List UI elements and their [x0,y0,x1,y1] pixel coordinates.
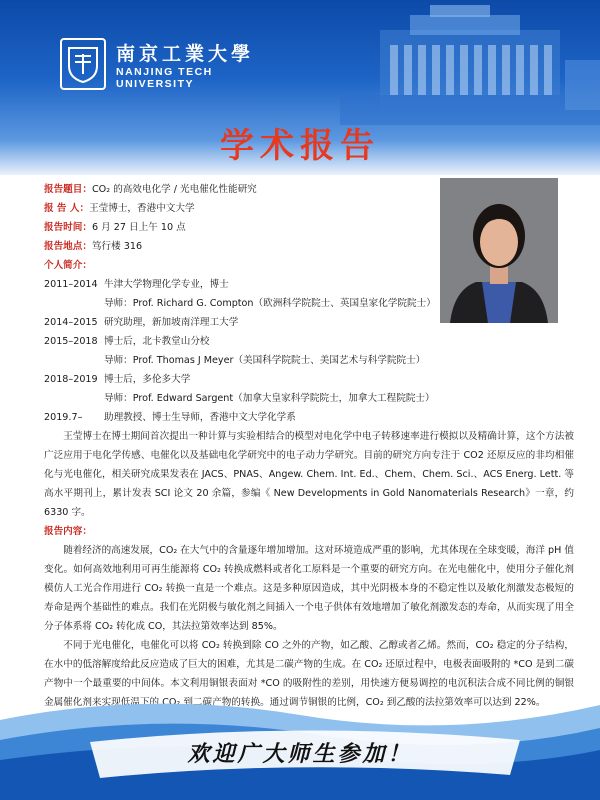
cv-list [44,275,574,427]
time-line [44,218,574,237]
bio-paragraph: 王莹博士在博士期间首次提出一种计算与实验相结合的模型对电化学中电子转移速率进行模拟以及精确计算，这个方法被广泛应用于电化学传感、电催化以及基础电化学研究中的电子动力学研究。目前的研究方向专注于 CO2 还原反应的非均相催化与光电催化，相关研究成果发表在 JACS、PNAS、Angew. Chem. Int. Ed.、Chem、Chem. Sci.、ACS Energ. Lett. 等高水平期刊上，累计发表 SCI 论文 20 余篇，参编《 New Developments in Gold Nanomaterials Research》一章，约 6330 字。 [44,431,574,518]
place-label: 报告地点： [44,241,92,252]
cv-year: 2015–2018 [44,336,98,347]
time-value: 6 月 27 日上午 10 点 [91,222,186,233]
content-heading [44,522,574,541]
cv-year: 2018–2019 [44,374,98,385]
cv-entry [44,332,574,351]
report-content [44,180,574,712]
cv-entry [44,370,574,389]
speaker-line [44,199,574,218]
content-paragraph: 随着经济的高速发展，CO₂ 在大气中的含量逐年增加增加。这对环境造成严重的影响，尤其体现在全球变暖，海洋 pH 值变化。如何高效地利用可再生能源将 CO₂ 转换成燃料或者化工原料是一个重要的研究方向。在光电催化中，使用分子催化剂模仿人工光合作用进行 CO₂ 转换一直是一个难点。这是多种原因造成，其中光阴极本身的不稳定性以及敏化剂激发态极短的寿命是两个基础性的难点。我们在光阴极与敏化剂之间插入一个电子供体有效地增加了敏化剂激发态的寿命，从而实现了用全分子体系将 CO₂ 转化成 CO，其法拉第效率达到 85%。 [44,545,574,632]
university-name-en-1: NANJING TECH [116,65,213,78]
place-value: 笃行楼 316 [91,241,143,252]
cv-text: 博士后，多伦多大学 [104,374,191,385]
speaker-label: 报 告 人： [44,203,90,214]
topic-value: CO₂ 的高效电化学 / 光电催化性能研究 [91,184,257,195]
cv-text: 牛津大学物理化学专业，博士 [104,279,229,290]
cv-text: 助理教授、博士生导师，香港中文大学化学系 [104,412,296,423]
cv-entry [44,408,574,427]
cv-advisor: 导师：Prof. Edward Sargent（加拿大皇家科学院院士，加拿大工程院院士） [104,393,435,404]
cv-year: 2019.7– [44,412,83,423]
topic-line [44,180,574,199]
bio-heading [44,256,574,275]
university-name-en-2: UNIVERSITY [116,77,195,90]
university-logo [60,38,254,90]
cv-entry [44,313,574,332]
content-paragraph: 不同于光电催化，电催化可以将 CO₂ 转换到除 CO 之外的产物，如乙酸、乙醇或者乙烯。然而，CO₂ 稳定的分子结构，在水中的低溶解度给此反应造成了巨大的困难，尤其是二碳产物的生成。在 CO₂ 还原过程中，电极表面吸附的 *CO 是到二碳产物中一个最重要的中间体。本文利用铜银表面对 *CO 的吸附性的差别，用快速方便易调控的电沉积法合成不同比例的铜银金属催化剂来实现低温下的 CO₂ 到二碳产物的转换。通过调节铜银的比例，CO₂ 到乙酸的法拉第效率可以达到 22%。 [44,640,574,708]
speaker-value: 王莹博士，香港中文大学 [89,203,195,214]
cv-text: 博士后，北卡教堂山分校 [104,336,210,347]
cv-advisor: 导师：Prof. Thomas J Meyer（美国科学院院士、美国艺术与科学院院士） [104,355,426,366]
welcome-message: 欢迎广大师生参加！ [187,741,413,767]
page-title: 学术报告 [220,126,380,166]
cv-advisor: 导师：Prof. Richard G. Compton（欧洲科学院院士、英国皇家化学院院士） [104,298,436,309]
university-name-cn: 南京工業大學 [116,42,255,65]
university-seal-icon [60,38,106,90]
cv-year: 2011–2014 [44,279,98,290]
topic-label: 报告题目： [44,184,92,195]
bio-label: 个人简介： [44,260,92,271]
place-line [44,237,574,256]
time-label: 报告时间： [44,222,92,233]
cv-text: 研究助理，新加坡南洋理工大学 [104,317,239,328]
cv-year: 2014–2015 [44,317,98,328]
header-banner [0,0,600,175]
content-label: 报告内容： [44,526,92,537]
cv-entry [44,275,574,294]
